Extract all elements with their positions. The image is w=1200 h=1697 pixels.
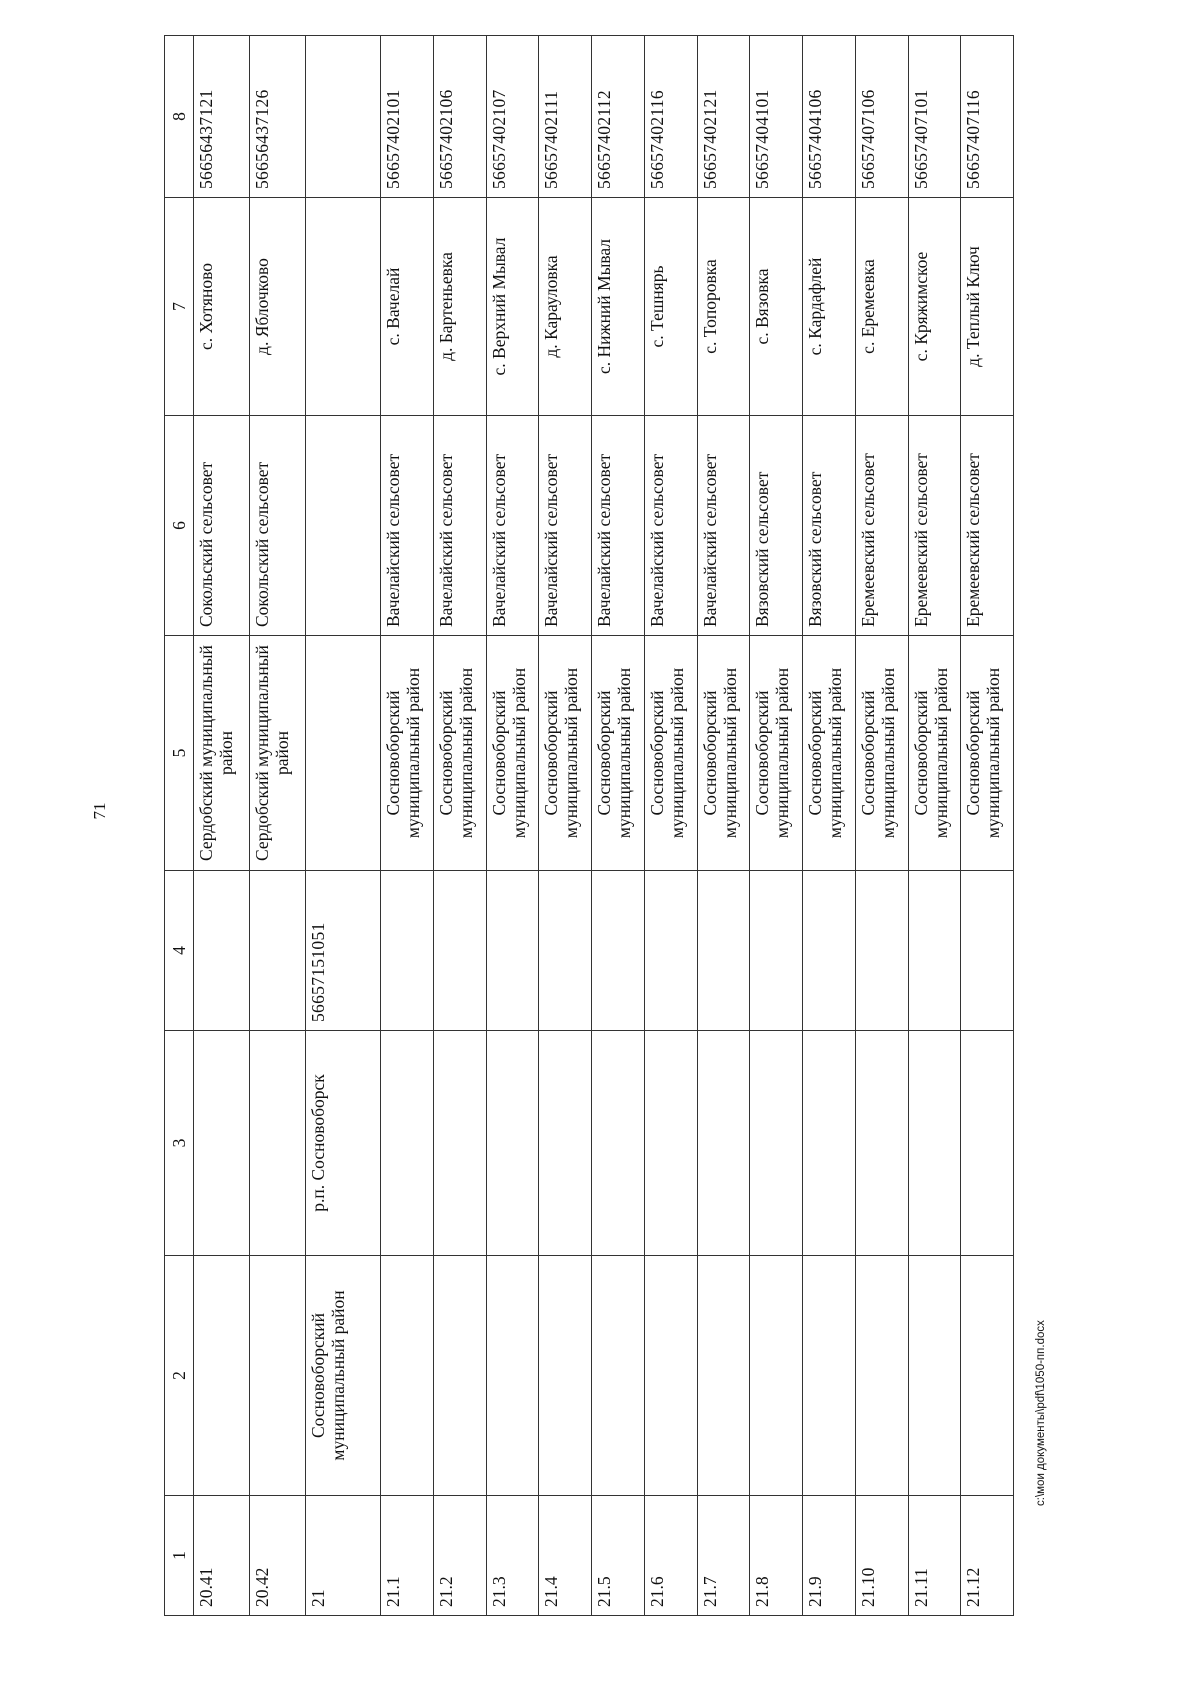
- column-header: 3: [165, 1031, 194, 1256]
- cell-code-4: [539, 871, 592, 1031]
- cell-municipal-district: Сосновоборский муниципальный район: [381, 636, 434, 871]
- cell-number: 21.8: [750, 1496, 803, 1616]
- cell-council: Еремеевский сельсовет: [908, 416, 961, 636]
- header-row: [165, 36, 194, 1616]
- cell-code-4: [697, 871, 750, 1031]
- cell-code-8: 56657402112: [592, 36, 645, 198]
- cell-code-4: [193, 871, 249, 1031]
- cell-municipal-district: Сосновоборский муниципальный район: [961, 636, 1014, 871]
- cell-code-8: 56656437121: [193, 36, 249, 198]
- cell-settlement: [434, 1031, 487, 1256]
- column-header: 5: [165, 636, 194, 871]
- cell-locality: д. Яблочково: [249, 198, 305, 416]
- cell-district: [381, 1256, 434, 1496]
- cell-municipal-district: [305, 636, 381, 871]
- page-number: 71: [90, 802, 109, 820]
- cell-settlement: [193, 1031, 249, 1256]
- cell-code-8: 56657404101: [750, 36, 803, 198]
- cell-locality: д. Теплый Ключ: [961, 198, 1014, 416]
- cell-locality: [305, 198, 381, 416]
- cell-locality: с. Нижний Мывал: [592, 198, 645, 416]
- cell-number: 20.42: [249, 1496, 305, 1616]
- cell-number: 21.9: [803, 1496, 856, 1616]
- cell-locality: с. Верхний Мывал: [486, 198, 539, 416]
- column-header: 8: [165, 36, 194, 198]
- cell-settlement: [539, 1031, 592, 1256]
- cell-number: 21.2: [434, 1496, 487, 1616]
- cell-locality: с. Кардафлей: [803, 198, 856, 416]
- cell-number: 21.6: [644, 1496, 697, 1616]
- cell-municipal-district: Сосновоборский муниципальный район: [855, 636, 908, 871]
- cell-council: Вачелайский сельсовет: [697, 416, 750, 636]
- cell-council: Вязовский сельсовет: [750, 416, 803, 636]
- cell-code-4: [486, 871, 539, 1031]
- cell-code-8: 56657402121: [697, 36, 750, 198]
- cell-code-8: 56657407116: [961, 36, 1014, 198]
- cell-code-4: [855, 871, 908, 1031]
- cell-code-4: [750, 871, 803, 1031]
- cell-locality: с. Вачелай: [381, 198, 434, 416]
- cell-number: 21.5: [592, 1496, 645, 1616]
- cell-code-8: 56657404106: [803, 36, 856, 198]
- cell-council: Еремеевский сельсовет: [961, 416, 1014, 636]
- cell-locality: с. Топоровка: [697, 198, 750, 416]
- cell-district: [803, 1256, 856, 1496]
- cell-council: Вачелайский сельсовет: [434, 416, 487, 636]
- cell-district: [592, 1256, 645, 1496]
- cell-municipal-district: Сосновоборский муниципальный район: [434, 636, 487, 871]
- cell-municipal-district: Сосновоборский муниципальный район: [486, 636, 539, 871]
- table-row: [908, 36, 961, 1616]
- cell-code-8: 56656437126: [249, 36, 305, 198]
- cell-municipal-district: Сердобский муниципальный район: [249, 636, 305, 871]
- cell-district: [644, 1256, 697, 1496]
- cell-council: Вачелайский сельсовет: [486, 416, 539, 636]
- cell-settlement: [644, 1031, 697, 1256]
- table-row: [750, 36, 803, 1616]
- cell-number: 21.3: [486, 1496, 539, 1616]
- cell-council: Вачелайский сельсовет: [539, 416, 592, 636]
- cell-code-4: [249, 871, 305, 1031]
- cell-council: Сокольский сельсовет: [249, 416, 305, 636]
- cell-district: [908, 1256, 961, 1496]
- cell-settlement: [961, 1031, 1014, 1256]
- cell-code-8: 56657402106: [434, 36, 487, 198]
- cell-district: [539, 1256, 592, 1496]
- cell-number: 21.11: [908, 1496, 961, 1616]
- cell-municipal-district: Сосновоборский муниципальный район: [697, 636, 750, 871]
- cell-municipal-district: Сердобский муниципальный район: [193, 636, 249, 871]
- cell-number: 21.10: [855, 1496, 908, 1616]
- cell-number: 21.4: [539, 1496, 592, 1616]
- table-row: [855, 36, 908, 1616]
- cell-settlement: [697, 1031, 750, 1256]
- cell-district: [434, 1256, 487, 1496]
- table-row: [193, 36, 249, 1616]
- column-header: 7: [165, 198, 194, 416]
- settlements-table: [164, 35, 1014, 1616]
- cell-code-8: 56657402116: [644, 36, 697, 198]
- table-row: [539, 36, 592, 1616]
- cell-council: Еремеевский сельсовет: [855, 416, 908, 636]
- cell-locality: с. Кряжимское: [908, 198, 961, 416]
- table-row: [961, 36, 1014, 1616]
- cell-settlement: р.п. Сосновоборск: [305, 1031, 381, 1256]
- table-row: [803, 36, 856, 1616]
- cell-number: 21.7: [697, 1496, 750, 1616]
- cell-locality: с. Хотяново: [193, 198, 249, 416]
- cell-number: 21.1: [381, 1496, 434, 1616]
- cell-settlement: [249, 1031, 305, 1256]
- cell-code-4: [381, 871, 434, 1031]
- table-row: [644, 36, 697, 1616]
- cell-settlement: [486, 1031, 539, 1256]
- cell-settlement: [908, 1031, 961, 1256]
- cell-code-8: [305, 36, 381, 198]
- cell-district: Сосновоборский муниципальный район: [305, 1256, 381, 1496]
- cell-municipal-district: Сосновоборский муниципальный район: [539, 636, 592, 871]
- column-header: 1: [165, 1496, 194, 1616]
- cell-code-4: [434, 871, 487, 1031]
- column-header: 4: [165, 871, 194, 1031]
- cell-number: 20.41: [193, 1496, 249, 1616]
- cell-council: Вачелайский сельсовет: [644, 416, 697, 636]
- cell-code-4: 56657151051: [305, 871, 381, 1031]
- cell-settlement: [750, 1031, 803, 1256]
- cell-district: [855, 1256, 908, 1496]
- cell-municipal-district: Сосновоборский муниципальный район: [803, 636, 856, 871]
- cell-code-8: 56657407101: [908, 36, 961, 198]
- cell-settlement: [855, 1031, 908, 1256]
- table-row: [249, 36, 305, 1616]
- table-row: [305, 36, 381, 1616]
- cell-district: [697, 1256, 750, 1496]
- cell-settlement: [381, 1031, 434, 1256]
- cell-municipal-district: Сосновоборский муниципальный район: [908, 636, 961, 871]
- cell-code-8: 56657407106: [855, 36, 908, 198]
- cell-settlement: [592, 1031, 645, 1256]
- cell-municipal-district: Сосновоборский муниципальный район: [592, 636, 645, 871]
- cell-council: Вачелайский сельсовет: [592, 416, 645, 636]
- cell-number: 21.12: [961, 1496, 1014, 1616]
- cell-settlement: [803, 1031, 856, 1256]
- column-header: 6: [165, 416, 194, 636]
- cell-district: [486, 1256, 539, 1496]
- rotated-table-wrapper: [164, 36, 1014, 1616]
- cell-code-4: [961, 871, 1014, 1031]
- cell-locality: д. Карауловка: [539, 198, 592, 416]
- footer-file-path: c:\мои документы\pdf\1050-пп.docx: [1035, 1320, 1047, 1506]
- cell-code-4: [592, 871, 645, 1031]
- cell-code-4: [644, 871, 697, 1031]
- cell-code-4: [803, 871, 856, 1031]
- cell-municipal-district: Сосновоборский муниципальный район: [644, 636, 697, 871]
- cell-number: 21: [305, 1496, 381, 1616]
- table-body: [165, 36, 1014, 1616]
- cell-district: [750, 1256, 803, 1496]
- cell-locality: с. Еремеевка: [855, 198, 908, 416]
- cell-code-8: 56657402111: [539, 36, 592, 198]
- cell-municipal-district: Сосновоборский муниципальный район: [750, 636, 803, 871]
- cell-council: Вязовский сельсовет: [803, 416, 856, 636]
- cell-locality: с. Тешнярь: [644, 198, 697, 416]
- cell-locality: с. Вязовка: [750, 198, 803, 416]
- cell-district: [193, 1256, 249, 1496]
- cell-district: [961, 1256, 1014, 1496]
- table-row: [592, 36, 645, 1616]
- cell-code-8: 56657402107: [486, 36, 539, 198]
- table-row: [486, 36, 539, 1616]
- cell-code-4: [908, 871, 961, 1031]
- cell-council: Сокольский сельсовет: [193, 416, 249, 636]
- cell-council: [305, 416, 381, 636]
- cell-council: Вачелайский сельсовет: [381, 416, 434, 636]
- table-row: [434, 36, 487, 1616]
- cell-district: [249, 1256, 305, 1496]
- column-header: 2: [165, 1256, 194, 1496]
- cell-locality: д. Бартеньевка: [434, 198, 487, 416]
- table-row: [697, 36, 750, 1616]
- table-row: [381, 36, 434, 1616]
- cell-code-8: 56657402101: [381, 36, 434, 198]
